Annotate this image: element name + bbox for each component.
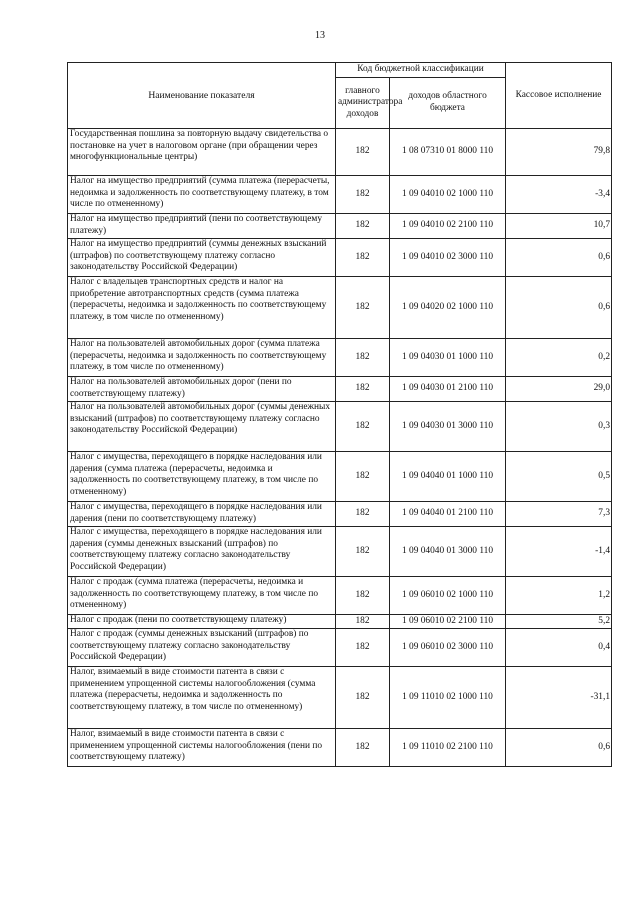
cell-admin-code: 182 [336,239,390,277]
cell-execution-value: 0,2 [506,339,612,377]
table-row [68,452,612,502]
cell-execution-value: -1,4 [506,527,612,577]
table-row [68,615,612,629]
cell-execution-value: -31,1 [506,667,612,729]
cell-admin-code: 182 [336,615,390,629]
cell-budget-code: 1 09 06010 02 3000 110 [390,629,506,667]
header-admin: главного администратора доходов [336,78,390,129]
cell-name: Налог на пользователей автомобильных дорог (суммы денежных взысканий (штрафов) по соответствующему платежу согласно законодательству Российской Федерации) [68,402,336,452]
header-income: доходов областного бюджета [390,78,506,129]
table-row [68,277,612,339]
table-row [68,377,612,402]
cell-name: Налог с продаж (сумма платежа (перерасчеты, недоимка и задолженность по соответствующему платежу, в том числе по отмененному) [68,577,336,615]
table-row [68,129,612,176]
cell-budget-code: 1 09 04040 01 1000 110 [390,452,506,502]
cell-execution-value: 0,5 [506,452,612,502]
cell-execution-value: -3,4 [506,176,612,214]
cell-admin-code: 182 [336,214,390,239]
cell-admin-code: 182 [336,729,390,767]
cell-budget-code: 1 09 11010 02 2100 110 [390,729,506,767]
cell-budget-code: 1 09 04030 01 2100 110 [390,377,506,402]
table-row [68,629,612,667]
cell-name: Налог с имущества, переходящего в порядке наследования или дарения (суммы денежных взысканий (штрафов) по соответствующему платежу согласно законодательству Российской Федерации) [68,527,336,577]
cell-admin-code: 182 [336,577,390,615]
cell-budget-code: 1 09 06010 02 1000 110 [390,577,506,615]
cell-budget-code: 1 09 11010 02 1000 110 [390,667,506,729]
cell-name: Налог с имущества, переходящего в порядке наследования или дарения (пени по соответствующему платежу) [68,502,336,527]
cell-budget-code: 1 09 06010 02 2100 110 [390,615,506,629]
cell-name: Налог с имущества, переходящего в порядке наследования или дарения (сумма платежа (перерасчеты, недоимка и задолженность по соответствующему платежу, в том числе по отмененному) [68,452,336,502]
header-classification-group: Код бюджетной классификации [336,63,506,78]
cell-execution-value: 0,3 [506,402,612,452]
cell-budget-code: 1 09 04010 02 2100 110 [390,214,506,239]
cell-name: Налог, взимаемый в виде стоимости патента в связи с применением упрощенной системы налогообложения (пени по соответствующему платежу) [68,729,336,767]
cell-admin-code: 182 [336,377,390,402]
cell-admin-code: 182 [336,452,390,502]
cell-name: Налог на имущество предприятий (пени по соответствующему платежу) [68,214,336,239]
table-row [68,502,612,527]
table-row [68,339,612,377]
cell-budget-code: 1 08 07310 01 8000 110 [390,129,506,176]
table-row [68,214,612,239]
cell-execution-value: 29,0 [506,377,612,402]
table-body [68,129,612,767]
header-name: Наименование показателя [68,63,336,129]
header-execution: Кассовое исполнение [506,63,612,129]
cell-budget-code: 1 09 04040 01 3000 110 [390,527,506,577]
cell-admin-code: 182 [336,176,390,214]
cell-execution-value: 7,3 [506,502,612,527]
cell-execution-value: 0,4 [506,629,612,667]
cell-budget-code: 1 09 04030 01 3000 110 [390,402,506,452]
cell-execution-value: 10,7 [506,214,612,239]
cell-admin-code: 182 [336,129,390,176]
cell-name: Налог, взимаемый в виде стоимости патента в связи с применением упрощенной системы налогообложения (сумма платежа (перерасчеты, недоимка и задолженность по соответствующему платежу, в том числе по отмененному) [68,667,336,729]
cell-budget-code: 1 09 04040 01 2100 110 [390,502,506,527]
cell-admin-code: 182 [336,339,390,377]
cell-execution-value: 0,6 [506,277,612,339]
cell-name: Налог с продаж (суммы денежных взысканий (штрафов) по соответствующему платежу согласно законодательству Российской Федерации) [68,629,336,667]
table-row [68,667,612,729]
cell-name: Государственная пошлина за повторную выдачу свидетельства о постановке на учет в налоговом органе (при обращении через многофункциональные центры) [68,129,336,176]
cell-execution-value: 0,6 [506,729,612,767]
page-number: 13 [315,30,325,41]
cell-admin-code: 182 [336,527,390,577]
cell-name: Налог на имущество предприятий (суммы денежных взысканий (штрафов) по соответствующему платежу согласно законодательству Российской Федерации) [68,239,336,277]
table-row [68,402,612,452]
cell-execution-value: 5,2 [506,615,612,629]
cell-name: Налог на имущество предприятий (сумма платежа (перерасчеты, недоимка и задолженность по соответствующему платежу, в том числе по отмененному) [68,176,336,214]
cell-budget-code: 1 09 04030 01 1000 110 [390,339,506,377]
cell-admin-code: 182 [336,629,390,667]
cell-name: Налог с продаж (пени по соответствующему платежу) [68,615,336,629]
budget-table [67,62,612,767]
cell-name: Налог на пользователей автомобильных дорог (сумма платежа (перерасчеты, недоимка и задолженность по соответствующему платежу, в том числе по отмененному) [68,339,336,377]
table-row [68,527,612,577]
cell-admin-code: 182 [336,402,390,452]
cell-name: Налог с владельцев транспортных средств и налог на приобретение автотранспортных средств (сумма платежа (перерасчеты, недоимка и задолженность по соответствующему платежу, в том числе по отмененному) [68,277,336,339]
cell-admin-code: 182 [336,502,390,527]
table-row [68,176,612,214]
cell-name: Налог на пользователей автомобильных дорог (пени по соответствующему платежу) [68,377,336,402]
table-row [68,239,612,277]
cell-admin-code: 182 [336,277,390,339]
cell-budget-code: 1 09 04010 02 3000 110 [390,239,506,277]
cell-execution-value: 1,2 [506,577,612,615]
cell-budget-code: 1 09 04010 02 1000 110 [390,176,506,214]
table-row [68,577,612,615]
cell-execution-value: 79,8 [506,129,612,176]
cell-admin-code: 182 [336,667,390,729]
cell-budget-code: 1 09 04020 02 1000 110 [390,277,506,339]
cell-execution-value: 0,6 [506,239,612,277]
table-row [68,729,612,767]
